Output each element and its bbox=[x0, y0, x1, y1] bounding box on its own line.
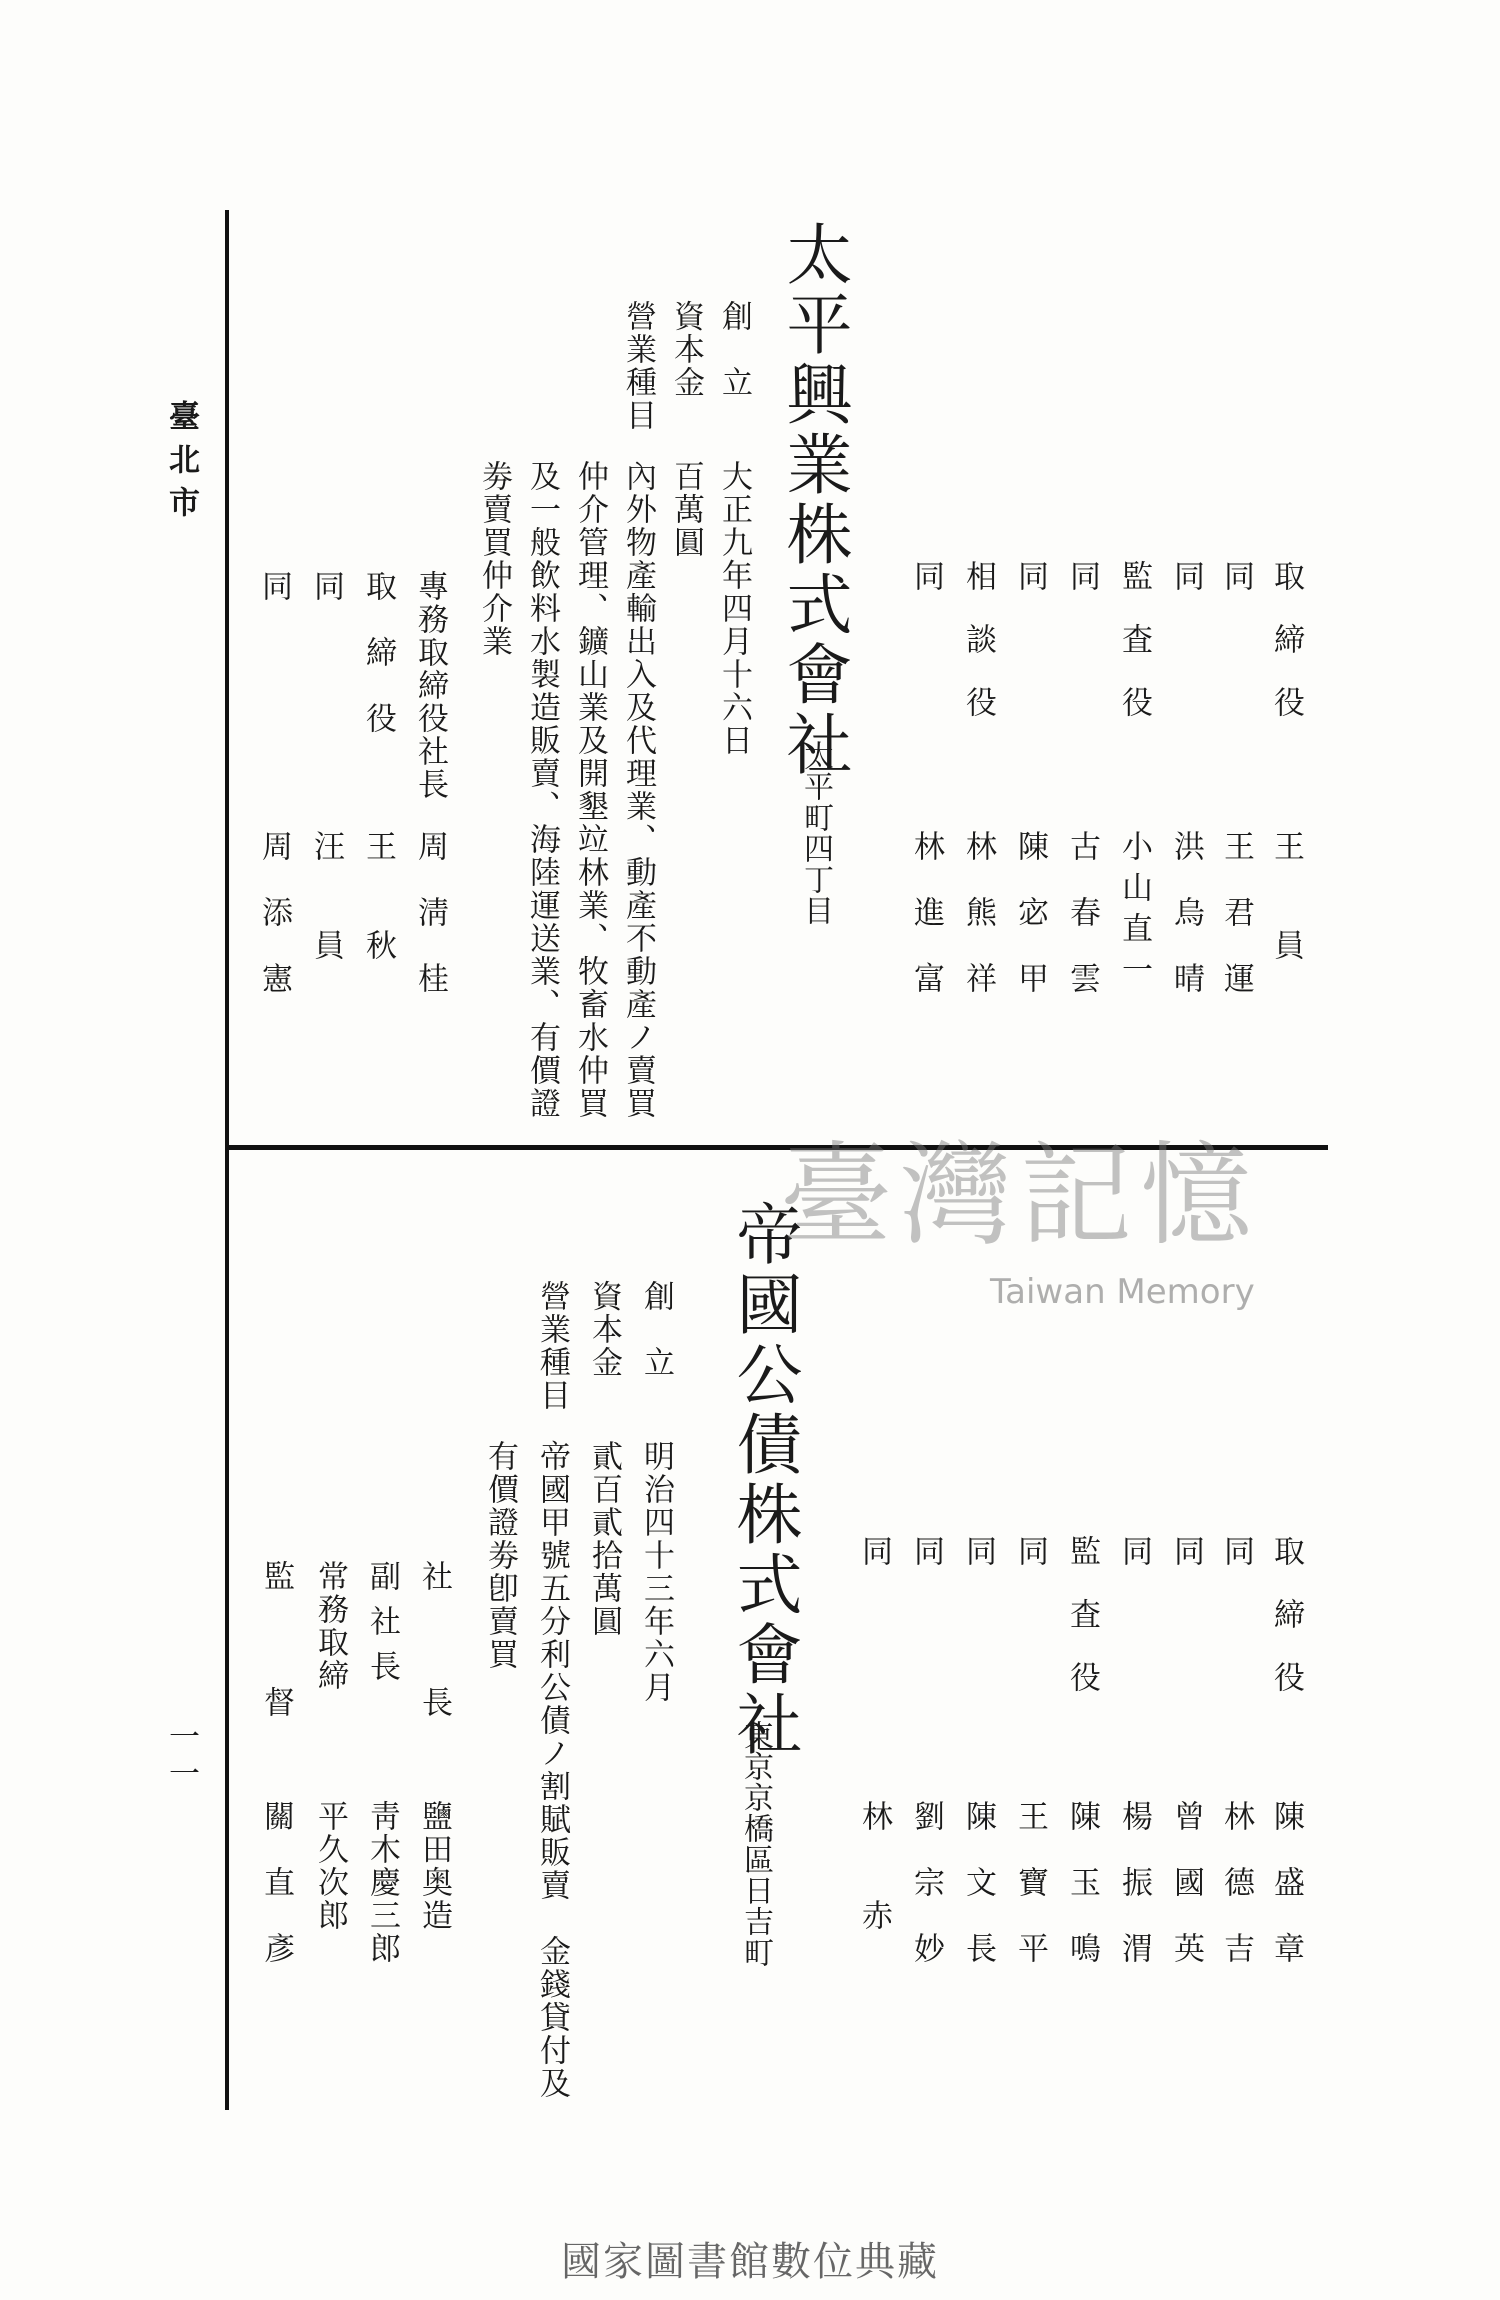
upper-director-name: 王 員 bbox=[1268, 830, 1304, 962]
upper-officer-name: 周 淸 桂 bbox=[412, 830, 448, 995]
upper-director-name: 林 熊 祥 bbox=[960, 830, 996, 995]
lower-director-name: 林 赤 bbox=[856, 1800, 892, 1932]
lower-company-address: 東京京橋區日吉町 bbox=[738, 1720, 773, 1968]
lower-officer-role: 監 督 bbox=[258, 1560, 294, 1749]
watermark-logo: 臺灣記憶 bbox=[780, 1131, 1260, 1261]
lower-director-role: 同 bbox=[1168, 1535, 1204, 1568]
upper-capital-label: 資本金 bbox=[668, 300, 704, 399]
upper-officer-name: 王 秋 bbox=[360, 830, 396, 962]
lower-director-name: 王 寶 平 bbox=[1012, 1800, 1048, 1965]
upper-founded-value: 大正九年四月十六日 bbox=[716, 460, 752, 757]
lower-director-role: 同 bbox=[960, 1535, 996, 1568]
upper-officer-role: 同 bbox=[308, 570, 344, 603]
lower-business-line: 有價證劵卽賣買 bbox=[482, 1440, 518, 1671]
lower-officer-name: 鹽田奥造 bbox=[416, 1800, 452, 1932]
upper-founded-label: 創 立 bbox=[716, 300, 752, 399]
lower-director-role: 同 bbox=[908, 1535, 944, 1568]
lower-director-name: 劉 宗 妙 bbox=[908, 1800, 944, 1965]
upper-business-line: 內外物產輸出入及代理業、動產不動產ノ賣買 bbox=[620, 460, 656, 1120]
upper-company-name: 太平興業株式會社 bbox=[775, 220, 852, 780]
upper-company-address: 太平町四丁目 bbox=[798, 740, 833, 926]
lower-officer-name: 平久次郎 bbox=[312, 1800, 348, 1932]
lower-director-role: 同 bbox=[1218, 1535, 1254, 1568]
lower-capital-value: 貳百貳拾萬圓 bbox=[586, 1440, 622, 1638]
lower-director-role: 取締役 bbox=[1268, 1535, 1304, 1724]
lower-founded-value: 明治四十三年六月 bbox=[638, 1440, 674, 1704]
lower-director-name: 陳 玉 鳴 bbox=[1064, 1800, 1100, 1965]
page-number: 一一 bbox=[163, 1720, 199, 1794]
upper-business-line: 劵賣買仲介業 bbox=[476, 460, 512, 658]
upper-officer-name: 汪 員 bbox=[308, 830, 344, 962]
upper-director-role: 同 bbox=[908, 560, 944, 593]
upper-director-name: 陳 宓 甲 bbox=[1012, 830, 1048, 995]
lower-director-name: 林 德 吉 bbox=[1218, 1800, 1254, 1965]
upper-director-role: 取締役 bbox=[1268, 560, 1304, 749]
lower-business-label: 營業種目 bbox=[534, 1280, 570, 1412]
upper-officer-role: 取 締 役 bbox=[360, 570, 396, 735]
upper-director-name: 洪 烏 晴 bbox=[1168, 830, 1204, 995]
upper-capital-value: 百萬圓 bbox=[668, 460, 704, 559]
upper-business-line: 及一般飲料水製造販賣、海陸運送業、有價證 bbox=[524, 460, 560, 1120]
upper-director-name: 林 進 富 bbox=[908, 830, 944, 995]
upper-director-role: 同 bbox=[1218, 560, 1254, 593]
lower-director-name: 楊 振 渭 bbox=[1116, 1800, 1152, 1965]
upper-director-name: 王 君 運 bbox=[1218, 830, 1254, 995]
left-margin-rule bbox=[225, 210, 229, 2110]
upper-director-role: 同 bbox=[1168, 560, 1204, 593]
lower-director-name: 陳 文 長 bbox=[960, 1800, 996, 1965]
upper-director-role: 同 bbox=[1012, 560, 1048, 593]
watermark-subtitle: Taiwan Memory bbox=[990, 1272, 1255, 1312]
lower-director-role: 同 bbox=[1012, 1535, 1048, 1568]
upper-business-line: 仲介管理、鑛山業及開墾竝林業、牧畜水仲買 bbox=[572, 460, 608, 1120]
lower-director-role: 同 bbox=[856, 1535, 892, 1568]
upper-officer-name: 周 添 憲 bbox=[256, 830, 292, 995]
archive-footer: 國家圖書館數位典藏 bbox=[561, 2239, 939, 2285]
lower-officer-name: 關 直 彥 bbox=[258, 1800, 294, 1965]
lower-company-name: 帝國公債株式會社 bbox=[725, 1200, 802, 1760]
lower-officer-role: 常務取締 bbox=[312, 1560, 348, 1692]
upper-officer-role: 專務取締役社長 bbox=[412, 570, 448, 801]
lower-director-name: 陳 盛 章 bbox=[1268, 1800, 1304, 1965]
upper-director-name: 小山直一 bbox=[1116, 830, 1152, 994]
upper-business-label: 營業種目 bbox=[620, 300, 656, 432]
lower-business-line: 帝國甲號五分利公債ノ割賦販賣 金錢貸付及 bbox=[534, 1440, 570, 2100]
lower-officer-name: 靑木慶三郎 bbox=[364, 1800, 400, 1965]
upper-director-role: 相談役 bbox=[960, 560, 996, 749]
upper-officer-role: 同 bbox=[256, 570, 292, 603]
upper-director-role: 監査役 bbox=[1116, 560, 1152, 749]
lower-director-name: 曾 國 英 bbox=[1168, 1800, 1204, 1965]
lower-officer-role: 社 長 bbox=[416, 1560, 452, 1749]
lower-officer-role: 副社長 bbox=[364, 1560, 400, 1695]
upper-director-name: 古 春 雲 bbox=[1064, 830, 1100, 995]
lower-capital-label: 資本金 bbox=[586, 1280, 622, 1379]
lower-director-role: 同 bbox=[1116, 1535, 1152, 1568]
city-label: 臺北市 bbox=[163, 400, 199, 529]
lower-director-role: 監査役 bbox=[1064, 1535, 1100, 1724]
upper-director-role: 同 bbox=[1064, 560, 1100, 593]
lower-founded-label: 創 立 bbox=[638, 1280, 674, 1379]
